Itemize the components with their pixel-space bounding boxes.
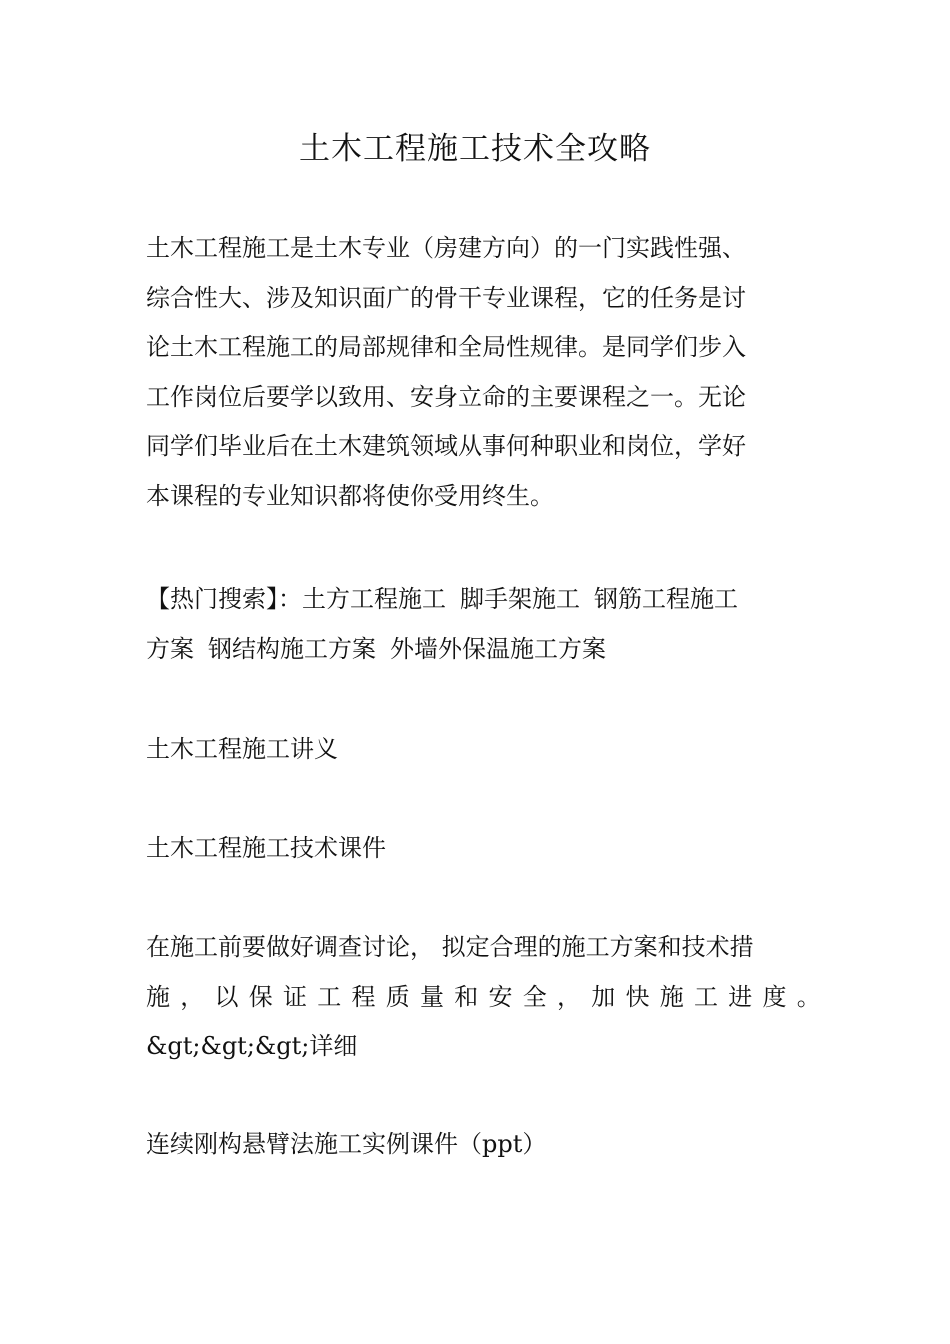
lecture-heading[interactable]: 土木工程施工讲义: [146, 735, 338, 763]
hot-search-link-earthwork[interactable]: 土方工程施工: [302, 585, 446, 613]
justified-char: ，: [180, 982, 205, 1011]
intro-paragraph: [146, 224, 808, 521]
hot-search-link-rebar[interactable]: 钢筋工程施工: [594, 585, 738, 613]
justified-char: 工: [317, 982, 342, 1011]
justified-char: 快: [625, 982, 650, 1011]
hot-search-link-rebar-cont[interactable]: 方案: [146, 634, 194, 663]
construction-paragraph: [146, 923, 821, 1072]
intro-line: 本课程的专业知识都将使你受用终生。: [146, 481, 554, 510]
justified-char: 加: [591, 982, 616, 1011]
justified-char: 施: [659, 982, 684, 1011]
justified-char: ，: [557, 982, 581, 1011]
justified-char: 质: [385, 982, 410, 1011]
hot-search-paragraph: [146, 575, 808, 674]
justified-char: 安: [488, 982, 513, 1011]
courseware-heading[interactable]: 土木工程施工技术课件: [146, 834, 386, 862]
details-link[interactable]: &gt;&gt;&gt;详细: [146, 1032, 358, 1060]
justified-char: 度: [762, 982, 787, 1011]
justified-char: 以: [214, 982, 239, 1011]
justified-char: 程: [351, 982, 376, 1011]
hot-search-line: [146, 625, 808, 675]
justified-char: 保: [248, 982, 273, 1011]
hot-search-line: [146, 575, 808, 625]
page-title: 土木工程施工技术全攻略: [299, 131, 651, 167]
construction-line: 在施工前要做好调查讨论， 拟定合理的施工方案和技术措: [146, 933, 754, 961]
intro-line: 土木工程施工是土木专业（房建方向）的一门实践性强、: [146, 234, 746, 262]
intro-line: 工作岗位后要学以致用、安身立命的主要课程之一。无论: [146, 382, 746, 411]
justified-char: 工: [694, 982, 718, 1011]
hot-search-link-scaffold[interactable]: 脚手架施工: [460, 585, 580, 613]
intro-line: 论土木工程施工的局部规律和全局性规律。是同学们步入: [146, 333, 746, 361]
hot-search-label: 【热门搜索】：: [146, 585, 302, 613]
justified-char: 和: [454, 982, 479, 1011]
justified-char: 全: [522, 982, 547, 1011]
justified-char: 施: [146, 982, 170, 1011]
justified-char: 证: [283, 982, 307, 1011]
ppt-courseware-heading[interactable]: 连续刚构悬臂法施工实例课件（ppt）: [146, 1130, 547, 1158]
hot-search-link-steel-structure[interactable]: 钢结构施工方案: [208, 634, 376, 663]
construction-line-justified: [146, 973, 821, 1023]
justified-char: 。: [796, 982, 821, 1011]
justified-char: 进: [728, 982, 753, 1011]
intro-line: 同学们毕业后在土木建筑领域从事何种职业和岗位，学好: [146, 432, 746, 460]
intro-line: 综合性大、涉及知识面广的骨干专业课程，它的任务是讨: [146, 283, 746, 312]
hot-search-link-insulation[interactable]: 外墙外保温施工方案: [390, 634, 606, 663]
justified-char: 量: [420, 982, 444, 1011]
